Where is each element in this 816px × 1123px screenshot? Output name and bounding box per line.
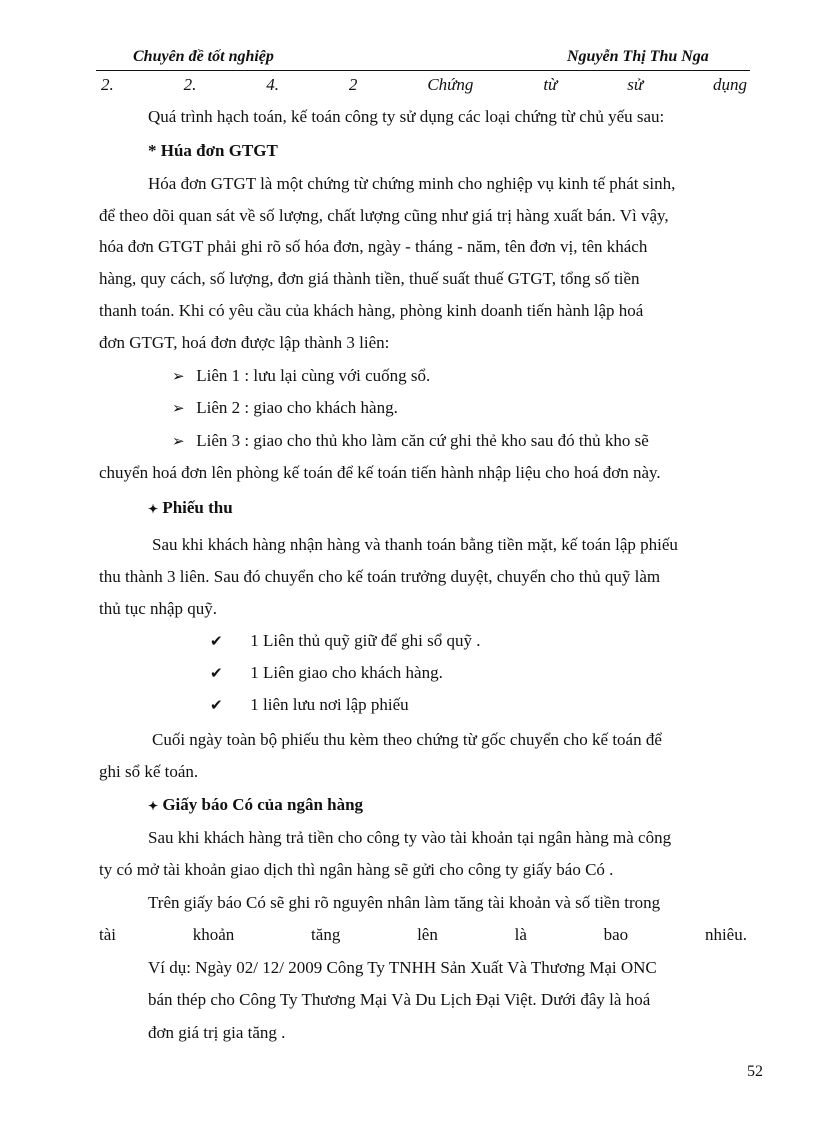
star-bullet-icon: ✦ (148, 502, 159, 516)
star-bullet-icon: ✦ (148, 799, 159, 813)
arrow-bullet-icon: ➢ (172, 369, 185, 385)
list-item: ➢ Liên 2 : giao cho khách hàng. (172, 398, 398, 417)
invoice-heading: * Húa đơn GTGT (148, 141, 278, 160)
paragraph-line: Hóa đơn GTGT là một chứng từ chứng minh cho nghiệp vụ kinh tế phát sinh, (148, 174, 676, 193)
paragraph-line: Sau khi khách hàng trả tiền cho công ty vào tài khoản tại ngân hàng mà công (148, 828, 672, 847)
bank-notice-heading: ✦ Giấy báo Có của ngân hàng (148, 795, 364, 814)
paragraph-line: ghi sổ kế toán. (99, 762, 199, 781)
heading-part: từ (543, 75, 558, 94)
intro-text: Quá trình hạch toán, kế toán công ty sử dụng các loại chứng từ chủ yếu sau: (148, 107, 665, 126)
justified-line: tài khoản tăng lên là bao nhiêu. (99, 925, 747, 944)
paragraph-line: chuyển hoá đơn lên phòng kế toán để kế toán tiến hành nhập liệu cho hoá đơn này. (99, 463, 661, 482)
paragraph-line: bán thép cho Công Ty Thương Mại Và Du Lịch Đại Việt. Dưới đây là hoá (148, 990, 651, 1009)
paragraph-line: thanh toán. Khi có yêu cầu của khách hàng, phòng kinh doanh tiến hành lập hoá (99, 301, 644, 320)
heading-part: Chứng (427, 75, 474, 94)
header-rule (96, 70, 750, 71)
heading-part: 2. (183, 75, 197, 94)
paragraph-line: thu thành 3 liên. Sau đó chuyển cho kế toán trưởng duyệt, chuyển cho thủ quỹ làm (99, 567, 661, 586)
page-number: 52 (747, 1063, 763, 1080)
paragraph-line: thủ tục nhập quỹ. (99, 599, 218, 618)
section-heading (101, 75, 747, 95)
list-item: ✔ 1 Liên thủ quỹ giữ để ghi sổ quỹ . (210, 631, 481, 650)
paragraph-line: Sau khi khách hàng nhận hàng và thanh toán bằng tiền mặt, kế toán lập phiếu (152, 535, 678, 554)
paragraph-line: hóa đơn GTGT phải ghi rõ số hóa đơn, ngày - tháng - năm, tên đơn vị, tên khách (99, 237, 648, 256)
heading-part: dụng (713, 75, 747, 94)
check-bullet-icon: ✔ (210, 666, 223, 682)
header-title: Chuyên đề tốt nghiệp (133, 48, 274, 65)
list-item: ➢ Liên 1 : lưu lại cùng với cuống sổ. (172, 366, 431, 385)
paragraph-line: đơn GTGT, hoá đơn được lập thành 3 liên: (99, 333, 390, 352)
paragraph-line: ty có mở tài khoản giao dịch thì ngân hàng sẽ gửi cho công ty giấy báo Có . (99, 860, 614, 879)
list-item: ✔ 1 Liên giao cho khách hàng. (210, 663, 443, 682)
check-bullet-icon: ✔ (210, 698, 223, 714)
heading-part: 2 (348, 75, 358, 94)
paragraph-line: để theo dõi quan sát về số lượng, chất lượng cũng như giá trị hàng xuất bán. Vì vậy, (99, 206, 669, 225)
arrow-bullet-icon: ➢ (172, 434, 185, 450)
heading-part: sử (627, 75, 644, 94)
list-item: ✔ 1 liên lưu nơi lập phiếu (210, 695, 409, 714)
check-bullet-icon: ✔ (210, 634, 223, 650)
receipt-heading: ✦ Phiếu thu (148, 498, 233, 517)
heading-part: 2. (101, 75, 114, 94)
paragraph-line: hàng, quy cách, số lượng, đơn giá thành tiền, thuế suất thuế GTGT, tổng số tiền (99, 269, 640, 288)
list-item: ➢ Liên 3 : giao cho thủ kho làm căn cứ ghi thẻ kho sau đó thủ kho sẽ (172, 431, 649, 450)
heading-part: 4. (266, 75, 280, 94)
paragraph-line: Cuối ngày toàn bộ phiếu thu kèm theo chứng từ gốc chuyển cho kế toán để (152, 730, 662, 749)
paragraph-line: Trên giấy báo Có sẽ ghi rõ nguyên nhân làm tăng tài khoản và số tiền trong (148, 893, 661, 912)
paragraph-line: Ví dụ: Ngày 02/ 12/ 2009 Công Ty TNHH Sản Xuất Và Thương Mại ONC (148, 958, 657, 977)
paragraph-line: đơn giá trị gia tăng . (148, 1023, 286, 1042)
header-author: Nguyễn Thị Thu Nga (567, 48, 709, 65)
arrow-bullet-icon: ➢ (172, 401, 185, 417)
